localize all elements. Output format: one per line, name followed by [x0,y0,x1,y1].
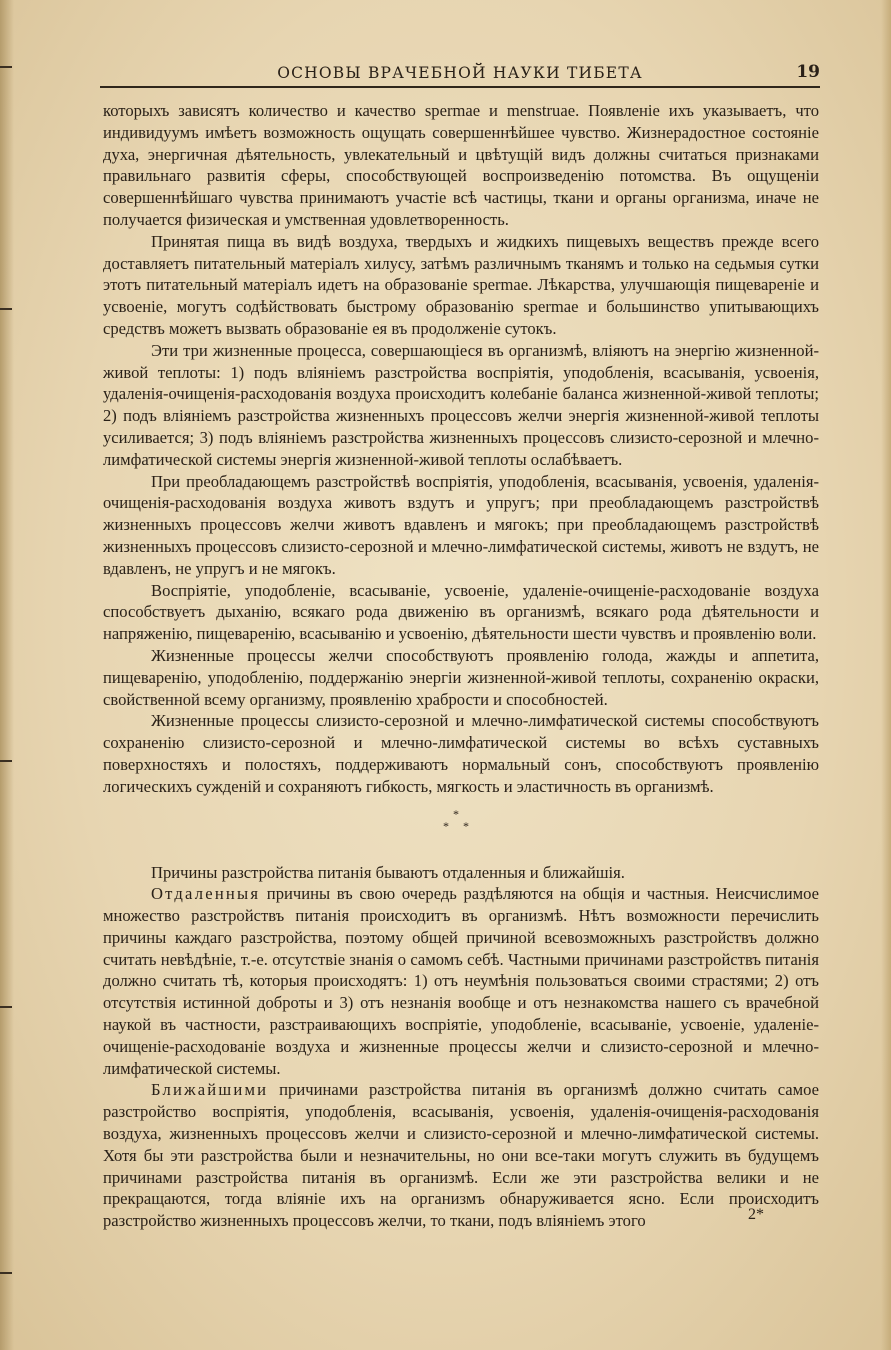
signature-mark: 2* [748,1206,764,1223]
nearest-text: причинами разстройства питанія въ организмѣ должно считать самое разстройство воспріятія, уподобленія, всасыванія, усвоенія, удаленія-очищенія-расходованія воздуха, жизненныхъ процессовъ желчи и слизисто-серозной и млечно-лимфатической системы. Хотя бы эти разстройства были и незначительны, но они все-таки могутъ служить въ будущемъ причинами разстройства питанія въ организмѣ. Если же эти разстройства велики и не прекращаются, тогда вліяніе ихъ на организмъ обнаруживается ясно. Если происходитъ разстройство жизненныхъ процессовъ желчи, то ткани, подъ вліяніемъ этого [103,1080,819,1231]
section-separator: * * * [443,806,469,833]
binding-mark [0,66,12,68]
paragraph: При преобладающемъ разстройствѣ воспріятія, уподобленія, всасыванія, усвоенія, удаленія-очищенія-расходованія воздуха животъ вздутъ и упругъ; при преобладающемъ разстройствѣ жизненныхъ процессовъ желчи животъ вдавленъ и мягокъ; при преобладающемъ разстройствѣ жизненныхъ процессовъ слизисто-серозной и млечно-лимфатической системы, животъ не вздутъ, не вдавленъ, не упругъ и не мягокъ. [103,471,819,578]
binding-mark [0,308,12,310]
right-page-edge [881,0,891,1350]
causes-intro: Причины разстройства питанія бываютъ отдаленныя и ближайшія. [151,862,625,882]
remote-text: причины въ свою очередь раздѣляются на общія и частныя. Неисчислимое множество разстройствъ питанія происходитъ въ организмѣ. Нѣтъ возможности перечислить причины каждаго разстройства, поэтому общей причиной всевозможныхъ разстройствъ должно считать невѣдѣніе, т.-е. отсутствіе знанія о самомъ себѣ. Частными причинами разстройствъ питанія должно считать тѣ, которыя происходятъ: 1) отъ неумѣнія пользоваться своими страстями; 2) отъ отсутствія истинной доброты и 3) отъ незнанія вообще и отъ незнакомства нашего съ врачебной наукой въ частности, разстраивающихъ воспріятіе, уподобленіе, всасываніе, усвоеніе, удаленіе-очищеніе-расходованіе воздуха и жизненные процессы желчи и слизисто-серозной и млечно-лимфатической системы. [103,884,819,1078]
header-title: ОСНОВЫ ВРАЧЕБНОЙ НАУКИ ТИБЕТА [277,64,643,82]
binding-mark [0,760,12,762]
paragraph-nearest-causes [103,1079,819,1232]
paragraph: Жизненные процессы желчи способствуютъ проявленію голода, жажды и аппетита, пищеваренію, уподобленію, поддержанію энергіи жизненной-живой теплоты, сохраненію окраски, свойственной всему организму, проявленію храбрости и способностей. [103,645,819,709]
paragraph-remote-causes [103,883,819,1079]
term-nearest: Ближайшими [151,1080,269,1100]
running-header [100,62,820,88]
paragraph: Принятая пища въ видѣ воздуха, твердыхъ и жидкихъ пищевыхъ веществъ прежде всего доставляетъ питательный матеріалъ хилусу, затѣмъ различнымъ тканямъ и только на седьмыя сутки этотъ питательный матеріалъ идетъ на образованіе spermae. Лѣкарства, улучшающія пищевареніе и усвоеніе, могутъ содѣйствовать быстрому образованію spermae и большинство упитывающихъ средствъ можетъ вызвать образованіе ея въ продолженіе сутокъ. [103,231,819,338]
paragraph: Эти три жизненные процесса, совершающіеся въ организмѣ, вліяютъ на энергію жизненной-живой теплоты: 1) подъ вліяніемъ разстройства воспріятія, уподобленія, всасыванія, усвоенія, удаленія-очищенія-расходованія воздуха происходитъ колебаніе баланса жизненной-живой теплоты; 2) подъ вліяніемъ разстройства жизненныхъ процессовъ желчи энергія жизненной-живой теплоты усиливается; 3) подъ вліяніемъ разстройства жизненныхъ процессовъ слизисто-серозной и млечно-лимфатической системы энергія жизненной-живой теплоты ослабѣваетъ. [103,340,819,469]
left-page-edge [0,0,14,1350]
binding-mark [0,1006,12,1008]
paragraph: Воспріятіе, уподобленіе, всасываніе, усвоеніе, удаленіе-очищеніе-расходованіе воздуха способствуетъ дыханію, всякаго рода движенію въ организмѣ, всякаго рода дѣятельности и напряженію, пищеваренію, всасыванію и усвоенію, дѣятельности шести чувствъ и проявленію воли. [103,580,819,644]
term-remote: Отдаленныя [151,884,261,904]
body-text [103,100,819,1232]
paragraph: которыхъ зависятъ количество и качество spermae и menstruae. Появленіе ихъ указываетъ, что индивидуумъ имѣетъ возможность ощущать совершеннѣйшее чувство. Жизнерадостное состояніе духа, энергичная дѣятельность, увлекательный и цвѣтущій видъ должны считаться признаками правильнаго развитія сферы, способствующей воспроизведенію потомства. Въ ощущеніи совершеннѣйшаго чувства принимаютъ участіе всѣ частицы, ткани и органы организма, иначе не получается физическая и умственная удовлетворенность. [103,101,819,229]
binding-mark [0,1272,12,1274]
page-number: 19 [796,62,820,82]
paragraph: Жизненные процессы слизисто-серозной и млечно-лимфатической системы способствуютъ сохраненію слизисто-серозной и млечно-лимфатической системы во всѣхъ суставныхъ поверхностяхъ и полостяхъ, поддерживаютъ нормальный сонъ, способствуютъ проявленію логическихъ сужденій и сохраняютъ гибкость, мягкость и эластичность въ организмѣ. [103,711,819,796]
